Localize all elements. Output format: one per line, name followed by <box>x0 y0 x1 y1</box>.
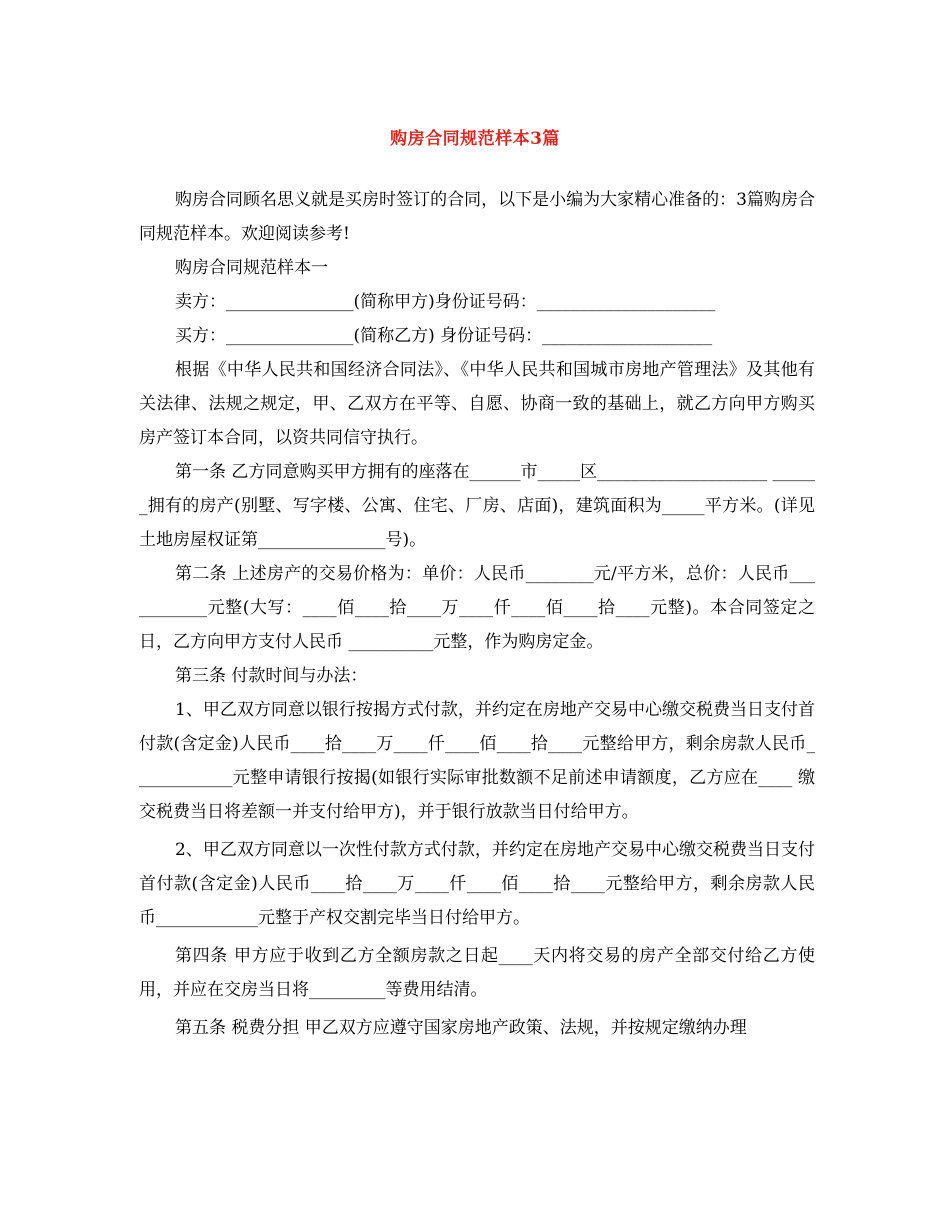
article-3-item-1: 1、甲乙双方同意以银行按揭方式付款，并约定在房地产交易中心缴交税费当日支付首付款(含定金)人民币____拾____万____仟____佰____拾____元整给甲方，剩余房款人民币____________元整申请银行按揭(如银行实际审批数额不足前述申请额度，乙方应在____ 缴交税费当日将差额一并支付给甲方)，并于银行放款当日付给甲方。 <box>139 700 815 822</box>
document-title: 购房合同规范样本3篇 <box>390 129 560 149</box>
intro-paragraph: 购房合同顾名思义就是买房时签订的合同，以下是小编为大家精心准备的：3篇购房合同规范样本。欢迎阅读参考! <box>139 190 815 244</box>
buyer-line: 买方：_______________(简称乙方) 身份证号码：____________________ <box>175 326 713 346</box>
article-5: 第五条 税费分担 甲乙双方应遵守国家房地产政策、法规，并按规定缴纳办理 <box>175 1018 747 1038</box>
sample-heading: 购房合同规范样本一 <box>175 258 328 278</box>
legal-basis-paragraph: 根据《中华人民共和国经济合同法》、《中华人民共和国城市房地产管理法》及其他有关法律、法规之规定，甲、乙双方在平等、自愿、协商一致的基础上，就乙方向甲方购买房产签订本合同，以资共同信守执行。 <box>139 360 815 448</box>
article-3-heading: 第三条 付款时间与办法： <box>175 666 368 686</box>
article-3-item-2: 2、甲乙双方同意以一次性付款方式付款，并约定在房地产交易中心缴交税费当日支付首付款(含定金)人民币____拾____万____仟____佰____拾____元整给甲方，剩余房款人民币____________元整于产权交割完毕当日付给甲方。 <box>139 840 815 928</box>
article-2: 第二条 上述房产的交易价格为：单价：人民币________元/平方米，总价：人民币___________元整(大写：____佰____拾____万____仟____佰____拾____元整)。本合同签定之日，乙方向甲方支付人民币 __________元整，作为购房定金。 <box>139 564 815 652</box>
document-body <box>139 183 815 1045</box>
seller-line: 卖方：_______________(简称甲方)身份证号码：_____________________ <box>175 292 716 312</box>
article-1: 第一条 乙方同意购买甲方拥有的座落在______市_____区____________________ ______拥有的房产(别墅、写字楼、公寓、住宅、厂房、店面)，建筑面积为_____平方米。(详见土地房屋权证第_______________号)。 <box>139 462 815 550</box>
article-4: 第四条 甲方应于收到乙方全额房款之日起____天内将交易的房产全部交付给乙方使用，并应在交房当日将_________等费用结清。 <box>139 946 815 1000</box>
